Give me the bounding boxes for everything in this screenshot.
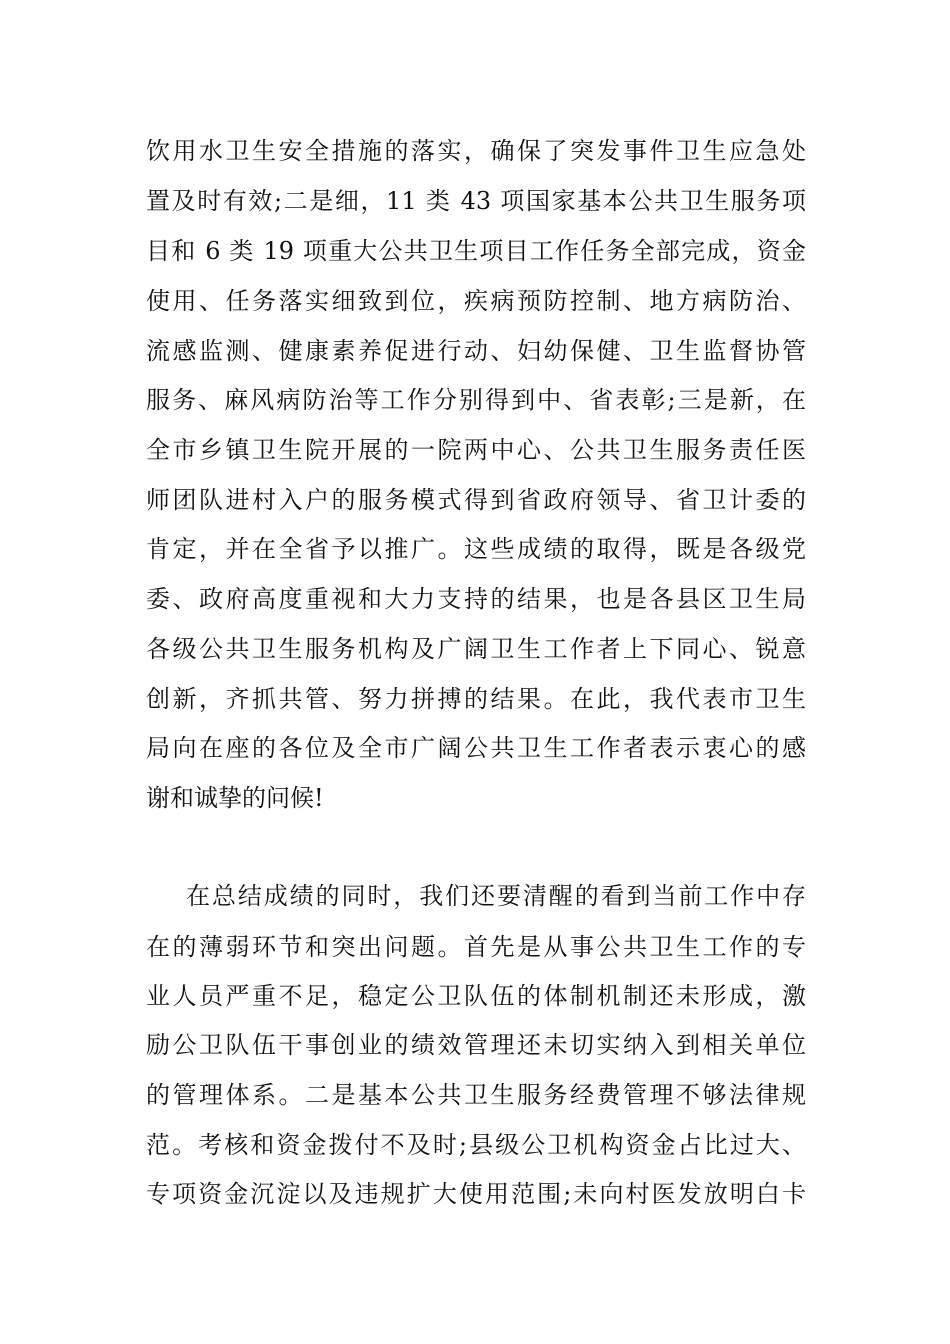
text-line: 创新，齐抓共管、努力拼搏的结果。在此，我代表市卫生 xyxy=(146,685,806,713)
text-line: 目和 6 类 19 项重大公共卫生项目工作任务全部完成，资金 xyxy=(146,237,806,265)
text-line: 在总结成绩的同时，我们还要清醒的看到当前工作中存 xyxy=(186,882,806,910)
text-line: 的管理体系。二是基本公共卫生服务经费管理不够法律规 xyxy=(146,1081,806,1109)
text-line: 委、政府高度重视和大力支持的结果，也是各县区卫生局 xyxy=(146,585,806,613)
text-line: 饮用水卫生安全措施的落实，确保了突发事件卫生应急处 xyxy=(146,137,806,165)
text-line: 在的薄弱环节和突出问题。首先是从事公共卫生工作的专 xyxy=(146,933,806,961)
text-line: 励公卫队伍干事创业的绩效管理还未切实纳入到相关单位 xyxy=(146,1031,806,1059)
text-line: 使用、任务落实细致到位，疾病预防控制、地方病防治、 xyxy=(146,287,806,315)
text-line: 全市乡镇卫生院开展的一院两中心、公共卫生服务责任医 xyxy=(146,436,806,464)
text-line: 谢和诚挚的问候! xyxy=(146,784,324,812)
text-line: 流感监测、健康素养促进行动、妇幼保健、卫生监督协管 xyxy=(146,337,806,365)
text-line: 范。考核和资金拨付不及时;县级公卫机构资金占比过大、 xyxy=(146,1131,806,1159)
text-line: 专项资金沉淀以及违规扩大使用范围;未向村医发放明白卡 xyxy=(146,1180,806,1208)
text-line: 业人员严重不足，稳定公卫队伍的体制机制还未形成，激 xyxy=(146,982,806,1010)
text-line: 肯定，并在全省予以推广。这些成绩的取得，既是各级党 xyxy=(146,535,806,563)
text-line: 师团队进村入户的服务模式得到省政府领导、省卫计委的 xyxy=(146,486,806,514)
text-line: 服务、麻风病防治等工作分别得到中、省表彰;三是新，在 xyxy=(146,386,806,414)
text-line: 各级公共卫生服务机构及广阔卫生工作者上下同心、锐意 xyxy=(146,635,806,663)
text-line: 局向在座的各位及全市广阔公共卫生工作者表示衷心的感 xyxy=(146,734,806,762)
text-line: 置及时有效;二是细，11 类 43 项国家基本公共卫生服务项 xyxy=(146,187,806,215)
